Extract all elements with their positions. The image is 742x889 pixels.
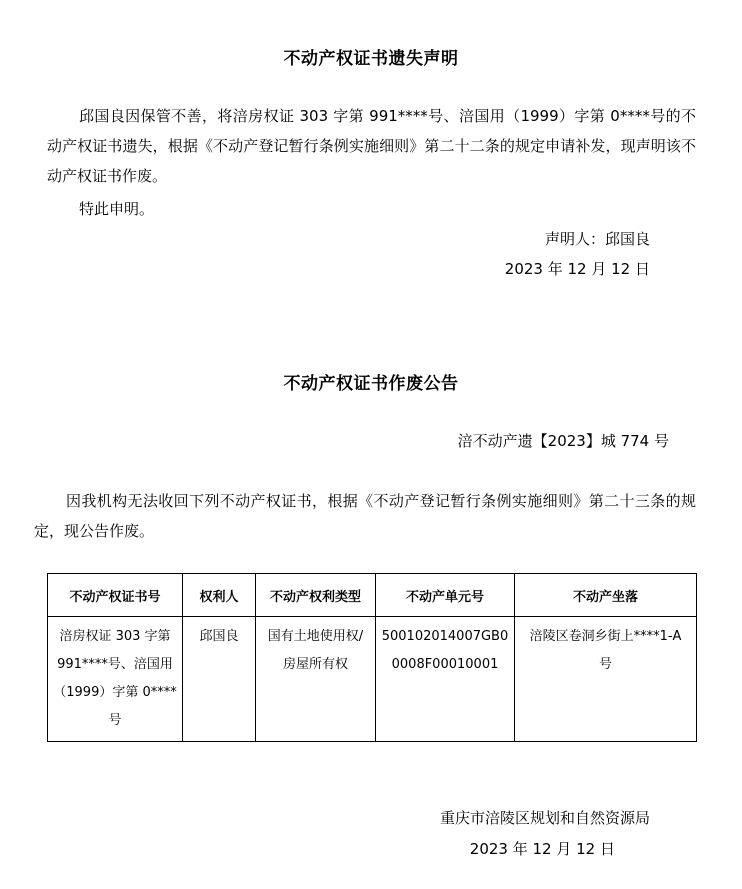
notice2-issuer: 重庆市涪陵区规划和自然资源局 bbox=[439, 809, 650, 827]
cell-certificate-number: 涪房权证 303 字第 991****号、涪国用（1999）字第 0****号 bbox=[48, 617, 183, 742]
header-certificate-number: 不动产权证书号 bbox=[48, 574, 183, 617]
header-location: 不动产坐落 bbox=[515, 574, 697, 617]
notice2-date: 2023 年 12 月 12 日 bbox=[469, 840, 615, 858]
cell-right-holder: 邱国良 bbox=[183, 617, 256, 742]
notice2-paragraph: 因我机构无法收回下列不动产权证书，根据《不动产登记暂行条例实施细则》第二十三条的规定，现公告作废。 bbox=[34, 492, 696, 540]
header-right-type: 不动产权利类型 bbox=[256, 574, 376, 617]
cell-location: 涪陵区卷洞乡街上****1-A 号 bbox=[515, 617, 697, 742]
header-unit-number: 不动产单元号 bbox=[376, 574, 515, 617]
header-right-holder: 权利人 bbox=[183, 574, 256, 617]
table-header-row bbox=[48, 574, 697, 617]
notice1-declarant: 声明人：邱国良 bbox=[544, 230, 650, 248]
cell-unit-number: 500102014007GB00008F00010001 bbox=[376, 617, 515, 742]
table-row bbox=[48, 617, 697, 742]
notice2-title: 不动产权证书作废公告 bbox=[283, 374, 459, 394]
certificate-table bbox=[47, 573, 697, 742]
cell-right-type: 国有土地使用权/房屋所有权 bbox=[256, 617, 376, 742]
notice1-paragraph: 邱国良因保管不善，将涪房权证 303 字第 991****号、涪国用（1999）字第 0****号的不动产权证书遗失，根据《不动产登记暂行条例实施细则》第二十二条的规定申请补发，现声明该不动产权证书作废。 bbox=[47, 107, 696, 185]
notice2-doc-number: 涪不动产遗【2023】城 774 号 bbox=[457, 432, 669, 450]
notice1-title: 不动产权证书遗失声明 bbox=[283, 49, 459, 69]
notice1-closing: 特此申明。 bbox=[79, 200, 155, 218]
notice1-date: 2023 年 12 月 12 日 bbox=[504, 260, 650, 278]
